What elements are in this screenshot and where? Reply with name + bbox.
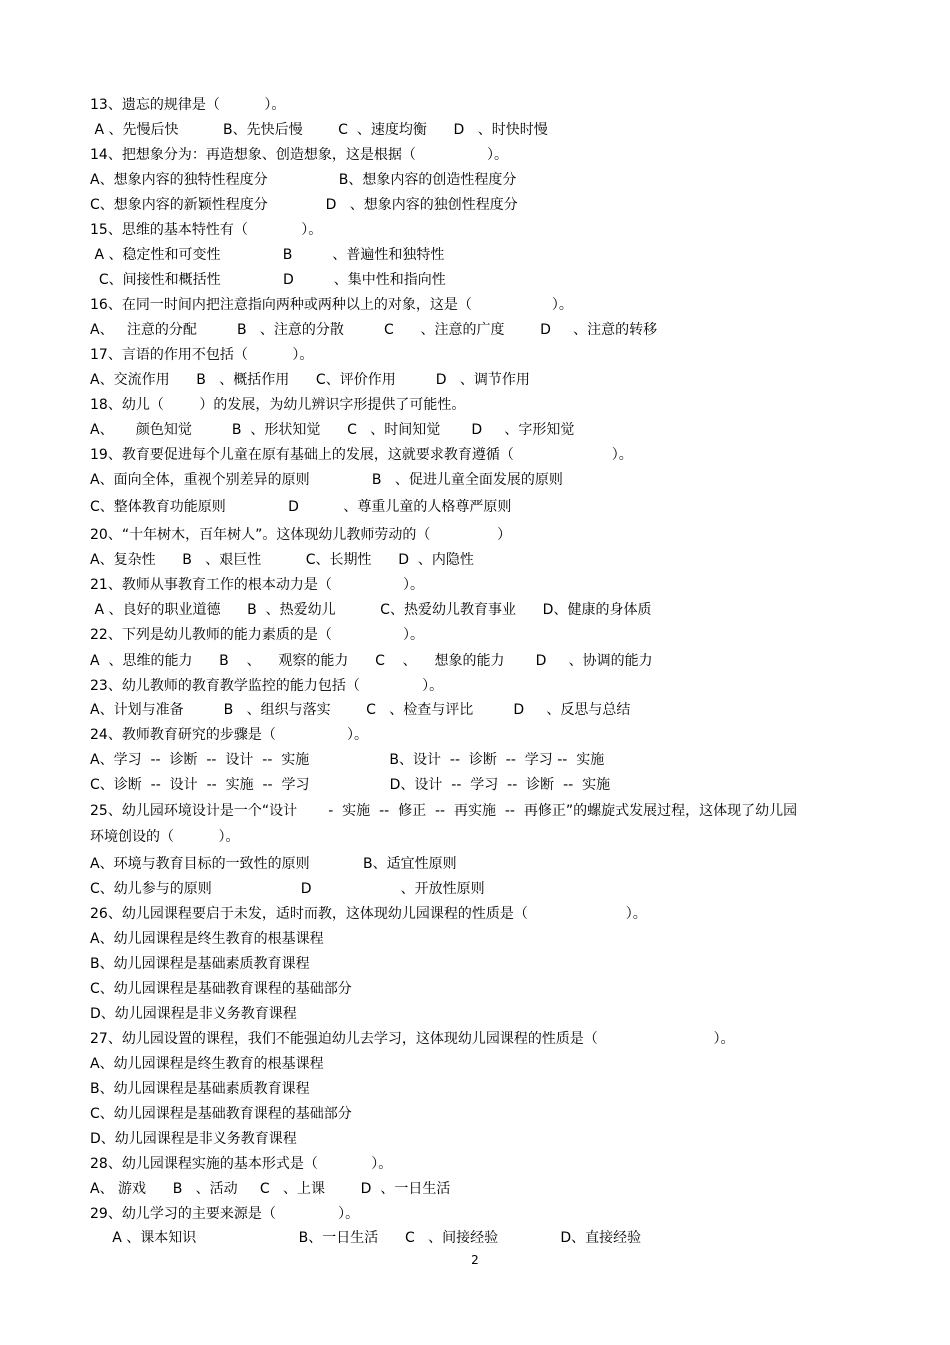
- question-line: C、幼儿参与的原则 D 、开放性原则: [90, 881, 485, 897]
- question-line: A、交流作用 B 、概括作用 C、评价作用 D 、调节作用: [90, 372, 530, 388]
- question-line: C、幼儿园课程是基础教育课程的基础部分: [90, 1106, 352, 1122]
- question-line: 23、幼儿教师的教育教学监控的能力包括（ ）。: [90, 678, 444, 694]
- question-line: A、幼儿园课程是终生教育的根基课程: [90, 1056, 324, 1072]
- question-line: B、幼儿园课程是基础素质教育课程: [90, 956, 310, 972]
- question-line: A、 颜色知觉 B 、形状知觉 C 、时间知觉 D 、字形知觉: [90, 422, 575, 438]
- question-line: A、面向全体，重视个别差异的原则 B 、促进儿童全面发展的原则: [90, 472, 563, 488]
- question-line: C、整体教育功能原则 D 、尊重儿童的人格尊严原则: [90, 499, 512, 515]
- question-line: 25、幼儿园环境设计是一个“设计 - 实施 -- 修正 -- 再实施 -- 再修正”的螺旋式发展过程，这体现了幼儿园: [90, 803, 798, 819]
- question-line: A、环境与教育目标的一致性的原则 B、适宜性原则: [90, 856, 457, 872]
- question-line: C、间接性和概括性 D 、集中性和指向性: [90, 272, 446, 288]
- question-line: A 、课本知识 B、一日生活 C 、间接经验 D、直接经验: [90, 1230, 642, 1246]
- question-line: 环境创设的（ ）。: [90, 829, 240, 845]
- question-line: A、幼儿园课程是终生教育的根基课程: [90, 931, 324, 947]
- question-line: C、诊断 -- 设计 -- 实施 -- 学习 D、设计 -- 学习 -- 诊断 -- 实施: [90, 777, 611, 793]
- question-line: 28、幼儿园课程实施的基本形式是（ ）。: [90, 1156, 393, 1172]
- question-line: A 、先慢后快 B、先快后慢 C 、速度均衡 D 、时快时慢: [90, 122, 548, 138]
- question-line: D、幼儿园课程是非义务教育课程: [90, 1131, 297, 1147]
- question-line: 19、教育要促进每个儿童在原有基础上的发展，这就要求教育遵循（ ）。: [90, 447, 633, 463]
- question-line: 20、“十年树木，百年树人”。这体现幼儿教师劳动的（ ）: [90, 527, 512, 543]
- question-line: 29、幼儿学习的主要来源是（ ）。: [90, 1206, 360, 1222]
- question-line: A 、稳定性和可变性 B 、普遍性和独特性: [90, 247, 445, 263]
- question-line: C、想象内容的新颖性程度分 D 、想象内容的独创性程度分: [90, 197, 518, 213]
- page-number: 2: [471, 1253, 479, 1267]
- question-line: 26、幼儿园课程要启于未发，适时而教，这体现幼儿园课程的性质是（ ）。: [90, 906, 647, 922]
- question-line: A、 游戏 B 、活动 C 、上课 D 、一日生活: [90, 1181, 451, 1197]
- question-line: A、学习 -- 诊断 -- 设计 -- 实施 B、设计 -- 诊断 -- 学习 -- 实施: [90, 752, 605, 768]
- question-line: 27、幼儿园设置的课程，我们不能强迫幼儿去学习，这体现幼儿园课程的性质是（ ）。: [90, 1031, 735, 1047]
- question-line: D、幼儿园课程是非义务教育课程: [90, 1006, 297, 1022]
- question-line: A、 注意的分配 B 、注意的分散 C 、注意的广度 D 、注意的转移: [90, 322, 658, 338]
- question-line: 18、幼儿（ ）的发展，为幼儿辨识字形提供了可能性。: [90, 397, 466, 413]
- question-line: 24、教师教育研究的步骤是（ ）。: [90, 727, 369, 743]
- question-line: 13、遗忘的规律是（ ）。: [90, 97, 286, 113]
- question-line: A、复杂性 B 、艰巨性 C、长期性 D 、内隐性: [90, 552, 474, 568]
- question-line: A 、良好的职业道德 B 、热爱幼儿 C、热爱幼儿教育事业 D、健康的身体质: [90, 602, 652, 618]
- question-line: C、幼儿园课程是基础教育课程的基础部分: [90, 981, 352, 997]
- question-line: 22、下列是幼儿教师的能力素质的是（ ）。: [90, 627, 425, 643]
- question-line: 15、思维的基本特性有（ ）。: [90, 222, 323, 238]
- question-line: A、想象内容的独特性程度分 B、想象内容的创造性程度分: [90, 172, 517, 188]
- question-line: B、幼儿园课程是基础素质教育课程: [90, 1081, 310, 1097]
- question-line: 17、言语的作用不包括（ ）。: [90, 347, 314, 363]
- question-line: 16、在同一时间内把注意指向两种或两种以上的对象，这是（ ）。: [90, 297, 573, 313]
- question-line: 14、把想象分为：再造想象、创造想象，这是根据（ ）。: [90, 147, 509, 163]
- question-line: A 、思维的能力 B 、 观察的能力 C 、 想象的能力 D 、协调的能力: [90, 653, 653, 669]
- question-line: A、计划与准备 B 、组织与落实 C 、检查与评比 D 、反思与总结: [90, 702, 631, 718]
- question-line: 21、教师从事教育工作的根本动力是（ ）。: [90, 577, 425, 593]
